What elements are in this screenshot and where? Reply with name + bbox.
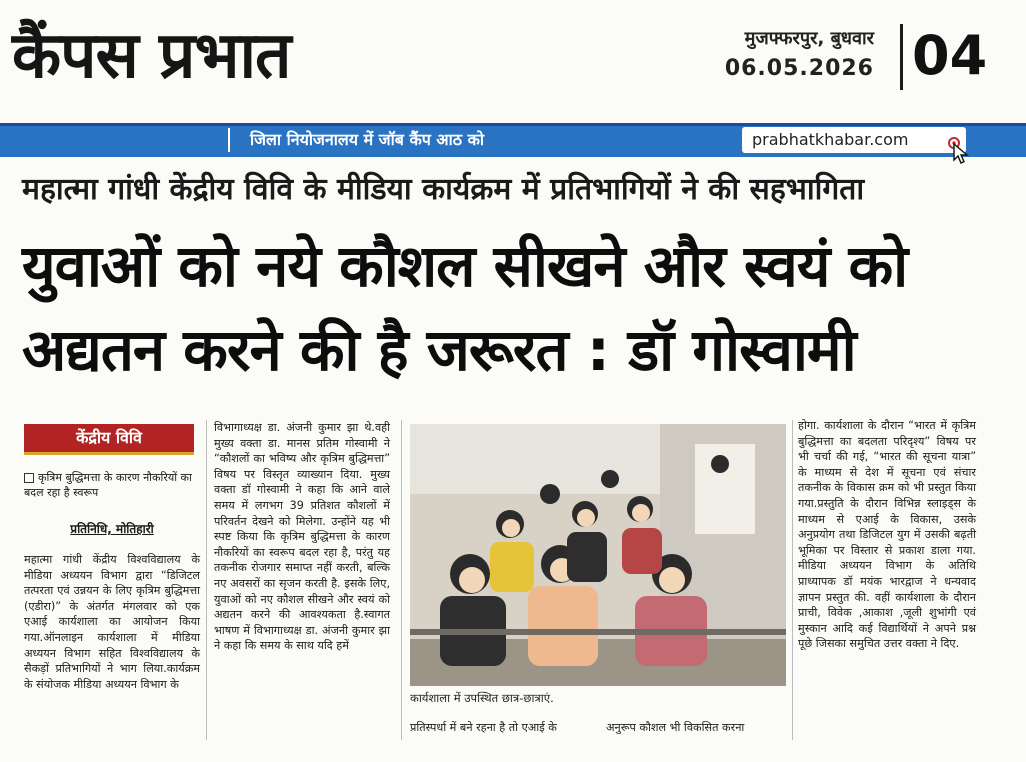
column-rule-1 [206, 420, 207, 740]
article-byline: प्रतिनिधि, मोतिहारी [70, 522, 154, 536]
bottom-text-left: प्रतिस्पर्धा में बने रहना है तो एआई के [410, 721, 557, 734]
article-photo [410, 424, 786, 686]
edition-date: 06.05.2026 [724, 56, 874, 81]
section-tag-accent [24, 452, 194, 455]
page-number-divider [900, 24, 903, 90]
photo-caption: कार्यशाला में उपस्थित छात्र-छात्राएं. [410, 691, 554, 705]
band-top-rule [0, 123, 1026, 126]
website-text[interactable]: prabhatkhabar.com [752, 130, 909, 149]
newspaper-masthead-title: कैंपस प्रभात [12, 19, 291, 93]
body-column-3: होगा. कार्यशाला के दौरान “भारत में कृत्रिम बुद्धिमत्ता का बदलता परिदृश्य” विषय पर भी चर्चा की गई, “भारत की सूचना यात्रा” के माध्यम से देश में सूचना एवं संचार तकनीक के विकास क्रम को भी प्रस्तुत किया गया.प्रस्तुति के दौरान विभिन्न स्लाइड्स के माध्यम से एआई के विकास, उसके अनुप्रयोग तथा डिजिटल युग में उसकी बढ़ती भूमिका पर विस्तार से प्रकाश डाला गया. मीडिया अध्ययन विभाग के अतिथि प्राध्यापक डॉ मयंक भारद्वाज ने धन्यवाद ज्ञापन प्रस्तुत की. वहीं कार्यशाला के दौरान प्राची, विवेक ,आकाश ,जूली शुभांगी एवं मुस्कान आदि कई विद्यार्थियों ने अपने प्रश्न पूछे जिसका समुचित उत्तर वक्ता ने दिए. [798, 419, 976, 651]
band-divider [228, 128, 230, 152]
column-rule-3 [792, 420, 793, 740]
top-news-band [0, 123, 1026, 157]
dateline [725, 24, 874, 84]
highlight-text: कृत्रिम बुद्धिमत्ता के कारण नौकरियों का बदल रहा है स्वरूप [24, 471, 192, 499]
section-tag: केंद्रीय विवि [24, 424, 194, 452]
article-highlight [24, 470, 200, 500]
classroom-photo-illustration [410, 424, 786, 686]
band-headline[interactable]: जिला नियोजनालय में जॉब कैंप आठ को [250, 130, 485, 149]
body-column-1: महात्मा गांधी केंद्रीय विश्वविद्यालय के मीडिया अध्ययन विभाग द्वारा “डिजिटल तत्परता एवं उन्नयन के लिए कृत्रिम बुद्धिमत्ता (एडीरा)” के अंतर्गत मंगलवार को एक एआई कार्यशाला का आयोजन किया गया.ऑनलाइन कार्यशाला में मीडिया अध्ययन विभाग सहित विश्वविद्यालय के सैकड़ों प्रतिभागियों ने भाग लिया.कार्यक्रम के संयोजक मीडिया अध्ययन विभाग के [24, 553, 200, 691]
city-day: मुजफ्फरपुर, बुधवार [744, 28, 874, 49]
checkbox-icon [24, 473, 34, 483]
column-rule-2 [401, 420, 402, 740]
cursor-icon [946, 136, 972, 164]
article-headline: युवाओं को नये कौशल सीखने और स्वयं को अद्यतन करने की है जरूरत : डॉ गोस्वामी [22, 232, 908, 384]
article-kicker: महात्मा गांधी केंद्रीय विवि के मीडिया कार्यक्रम में प्रतिभागियों ने की सहभागिता [22, 172, 865, 207]
bottom-text-right: अनुरूप कौशल भी विकसित करना [606, 721, 745, 734]
page-number: 04 [912, 24, 988, 87]
website-link[interactable] [742, 127, 966, 153]
body-column-2: विभागाध्यक्ष डा. अंजनी कुमार झा थे.वही मुख्य वक्ता डा. मानस प्रतिम गोस्वामी ने “कौशलों का भविष्य और कृत्रिम बुद्धिमत्ता” विषय पर विस्तृत व्याख्यान दिया. मुख्य वक्ता डॉ गोस्वामी ने कहा कि आने वाले समय में लगभग 39 प्रतिशत कौशलों में परिवर्तन देखने को मिलेगा. उन्होंने यह भी स्पष्ट किया कि कृत्रिम बुद्धिमत्ता के कारण नौकरियों का स्वरूप बदल रहा है, परंतु यह तकनीक रोजगार समाप्त नहीं करती, बल्कि नए अवसरों का सृजन करती है. इसके लिए, युवाओं को नए कौशल सीखने और स्वयं को अद्यतन करने की आवश्यकता है.स्वागत भाषण में विभागाध्यक्ष डा. अंजनी कुमार झा ने कहा कि समय के साथ यदि हमें [214, 421, 390, 653]
